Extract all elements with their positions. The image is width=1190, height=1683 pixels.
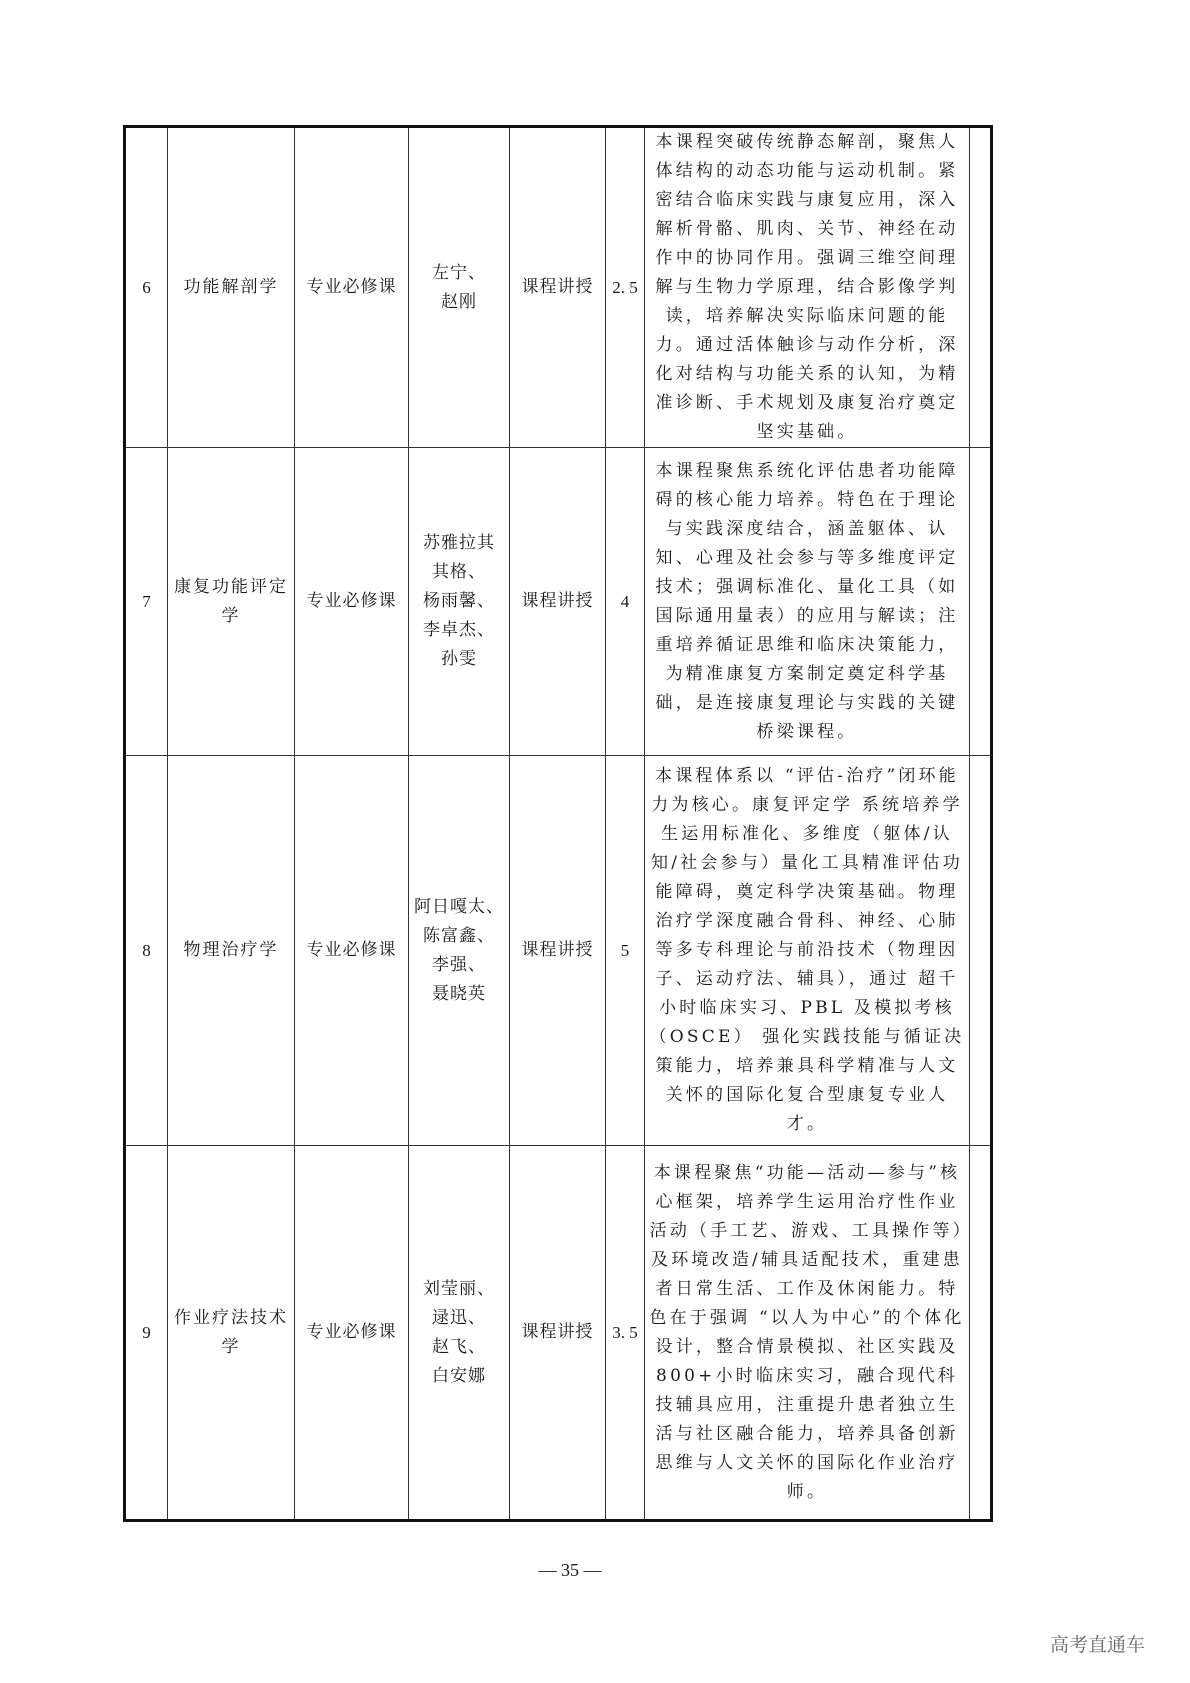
teaching-method: 课程讲授	[510, 127, 606, 448]
teaching-method: 课程讲授	[510, 756, 606, 1146]
course-number: 6	[125, 127, 168, 448]
course-teachers	[409, 756, 510, 1146]
remarks-cell	[970, 1146, 992, 1521]
teacher-name: 赵飞、	[432, 1336, 486, 1357]
course-number: 7	[125, 448, 168, 756]
credit-hours: 2. 5	[606, 127, 645, 448]
course-type: 专业必修课	[295, 756, 409, 1146]
course-description: 本课程体系以 “评估-治疗”闭环能力为核心。康复评定学 系统培养学生运用标准化、多维度（躯体/认知/社会参与）量化工具精准评估功能障碍，奠定科学决策基础。物理治疗学深度融合骨科、神经、心肺等多专科理论与前沿技术（物理因子、运动疗法、辅具），通过 超千小时临床实习、PBL 及模拟考核（OSCE） 强化实践技能与循证决策能力，培养兼具科学精准与人文关怀的国际化复合型康复专业人才。	[645, 756, 970, 1146]
course-name: 康复功能评定学	[168, 448, 295, 756]
credit-hours: 5	[606, 756, 645, 1146]
course-table	[123, 125, 993, 1522]
course-description: 本课程聚焦“功能—活动—参与”核心框架，培养学生运用治疗性作业活动（手工艺、游戏、工具操作等）及环境改造/辅具适配技术，重建患者日常生活、工作及休闲能力。特色在于强调 “以人为中心”的个体化设计，整合情景模拟、社区实践及 800+小时临床实习，融合现代科技辅具应用，注重提升患者独立生活与社区融合能力，培养具备创新思维与人文关怀的国际化作业治疗师。	[645, 1146, 970, 1521]
table-row	[125, 756, 992, 1146]
teacher-name: 李强、	[432, 954, 486, 975]
course-type: 专业必修课	[295, 448, 409, 756]
teacher-name: 杨雨馨、	[423, 591, 495, 611]
table-row	[125, 448, 992, 756]
course-description: 本课程聚焦系统化评估患者功能障碍的核心能力培养。特色在于理论与实践深度结合，涵盖躯体、认知、心理及社会参与等多维度评定技术；强调标准化、量化工具（如国际通用量表）的应用与解读；注重培养循证思维和临床决策能力，为精准康复方案制定奠定科学基础，是连接康复理论与实践的关键桥梁课程。	[645, 448, 970, 756]
teacher-name: 左宁、	[432, 262, 486, 283]
teaching-method: 课程讲授	[510, 448, 606, 756]
teacher-name: 逯迅、	[432, 1307, 486, 1328]
teacher-name: 赵刚	[441, 291, 477, 312]
course-name: 物理治疗学	[168, 756, 295, 1146]
credit-hours: 4	[606, 448, 645, 756]
remarks-cell	[970, 448, 992, 756]
teacher-name: 刘莹丽、	[423, 1278, 495, 1299]
remarks-cell	[970, 127, 992, 448]
course-teachers	[409, 127, 510, 448]
teacher-name: 苏雅拉其	[423, 533, 495, 553]
page-number: — 35 —	[538, 1560, 602, 1580]
course-name: 作业疗法技术学	[168, 1146, 295, 1521]
course-number: 8	[125, 756, 168, 1146]
course-teachers	[409, 1146, 510, 1521]
teacher-name: 聂晓英	[432, 983, 486, 1004]
table-row	[125, 127, 992, 448]
teacher-name: 白安娜	[432, 1365, 486, 1386]
watermark-text: 高考直通车	[1050, 1634, 1146, 1656]
course-name: 功能解剖学	[168, 127, 295, 448]
table-row	[125, 1146, 992, 1521]
teaching-method: 课程讲授	[510, 1146, 606, 1521]
teacher-name: 孙雯	[441, 649, 477, 669]
remarks-cell	[970, 756, 992, 1146]
teacher-name: 陈富鑫、	[423, 925, 495, 946]
course-type: 专业必修课	[295, 1146, 409, 1521]
teacher-name: 其格、	[432, 562, 486, 582]
course-description: 本课程突破传统静态解剖，聚焦人体结构的动态功能与运动机制。紧密结合临床实践与康复应用，深入解析骨骼、肌肉、关节、神经在动作中的协同作用。强调三维空间理解与生物力学原理，结合影像学判读，培养解决实际临床问题的能力。通过活体触诊与动作分析，深化对结构与功能关系的认知，为精准诊断、手术规划及康复治疗奠定坚实基础。	[645, 127, 970, 448]
course-teachers	[409, 448, 510, 756]
teacher-name: 阿日嘎太、	[414, 896, 504, 917]
teacher-name: 李卓杰、	[423, 620, 495, 640]
credit-hours: 3. 5	[606, 1146, 645, 1521]
course-type: 专业必修课	[295, 127, 409, 448]
course-number: 9	[125, 1146, 168, 1521]
